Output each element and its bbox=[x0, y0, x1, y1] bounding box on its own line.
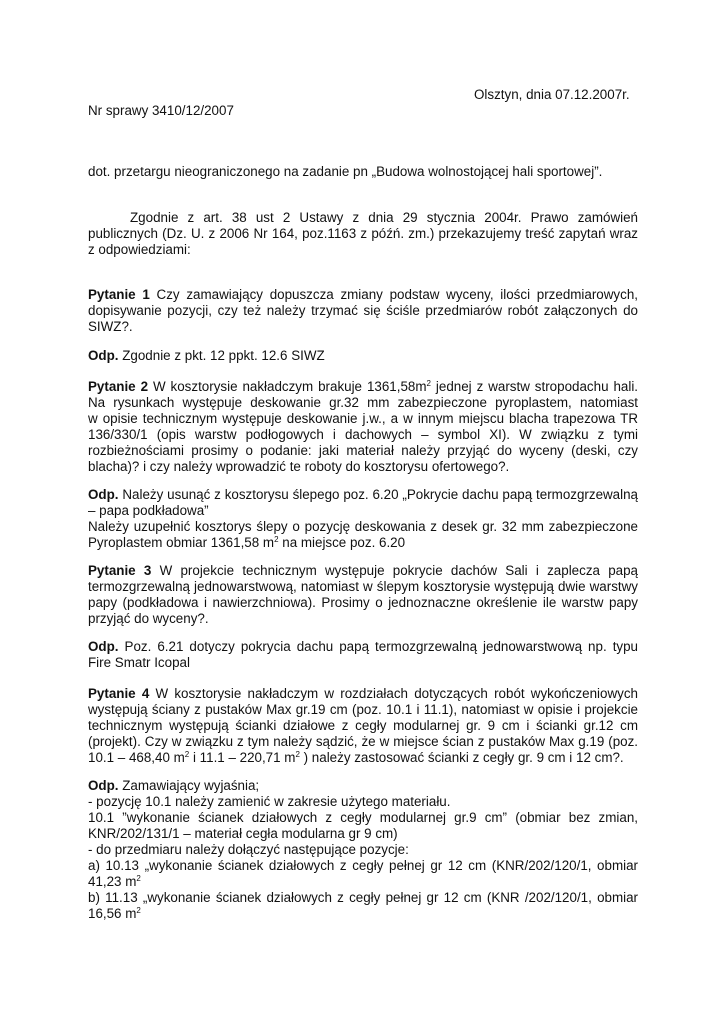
question-text: rozbieżnościami prosimy o podanie: jaki materiał należy przyjąć do wyceny (deski, czy bbox=[88, 443, 638, 458]
question-label: Pytanie 4 bbox=[88, 686, 150, 701]
question-text: dopisywanie pozycji, czy też należy trzymać się ściśle przedmiarów robót załączonych do bbox=[88, 303, 638, 318]
answer-1 bbox=[88, 348, 638, 364]
question-text: technicznym występują ścianki działowe z cegły modularnej gr. 9 cm i ścianki gr.12 cm bbox=[88, 718, 638, 733]
answer-3 bbox=[88, 639, 638, 671]
question-label: Pytanie 2 bbox=[88, 379, 149, 394]
question-text: blacha)? i czy należy wprowadzić te roboty do kosztorysu ofertowego?. bbox=[88, 459, 510, 474]
answer-text: b) 11.13 „wykonanie ścianek działowych z cegły pełnej gr 12 cm (KNR /202/120/1, obmiar bbox=[88, 890, 638, 905]
question-text: (projekt). Czy w związku z tym należy sądzić, że w miejsce ścian z pustaków Max g.19 (poz. bbox=[88, 734, 638, 749]
answer-text: Należy uzupełnić kosztorys ślepy o pozycję deskowania z desek gr. 32 mm zabezpieczone bbox=[88, 519, 638, 534]
case-number: Nr sprawy 3410/12/2007 bbox=[88, 103, 234, 118]
question-text: występują ściany z pustaków Max gr.19 cm (poz. 10.1 i 11.1), natomiast w opisie i projekcie bbox=[88, 702, 638, 717]
answer-label: Odp. bbox=[88, 778, 119, 793]
subject-line: dot. przetargu nieograniczonego na zadanie pn „Budowa wolnostojącej hali sportowej”. bbox=[88, 164, 603, 179]
answer-text: - do przedmiaru należy dołączyć następujące pozycje: bbox=[88, 842, 409, 857]
answer-text: Należy usunąć z kosztorysu ślepego poz. 6.20 „Pokrycie dachu papą termozgrzewalną bbox=[118, 487, 638, 502]
answer-4: Odp. Zamawiający wyjaśnia; - pozycję 10.1 należy zamienić w zakresie użytego materiału. 10.1 ”wykonanie ścianek działowych z cegły modularnej gr.9 cm” (obmiar bez zmian, KNR/202/131/1 – materiał cegła modularna gr 9 cm) - do przedmiaru należy dołączyć następujące pozycje: a) 10.13 „wykonanie ścianek działowych z cegły pełnej gr 12 cm (KNR/202/120/1, obmiar 41,23 $m^2$ b) 11.13 „wykonanie ścianek działowych z cegły pełnej gr 12 cm (KNR /202/120/1, obmiar 16,56 $m^2$ bbox=[88, 778, 638, 921]
question-text: przyjąć do wyceny?. bbox=[88, 611, 209, 626]
intro-line: publicznych (Dz. U. z 2006 Nr 164, poz.1163 z późń. zm.) przekazujemy treść zapytań wraz bbox=[88, 226, 638, 241]
intro-line: z odpowiedziami: bbox=[88, 242, 191, 257]
answer-text: Zgodnie z pkt. 12 ppkt. 12.6 SIWZ bbox=[118, 348, 325, 363]
answer-text: - pozycję 10.1 należy zamienić w zakresie użytego materiału. bbox=[88, 794, 451, 809]
answer-text: – papa podkładowa” bbox=[88, 503, 209, 518]
intro-line: Zgodnie z art. 38 ust 2 Ustawy z dnia 29 stycznia 2004r. Prawo zamówień bbox=[130, 210, 638, 225]
answer-text: Poz. 6.21 dotyczy pokrycia dachu papą termozgrzewalną jednowarstwową np. typu bbox=[118, 639, 638, 654]
answer-text: Zamawiający wyjaśnia; bbox=[118, 778, 260, 793]
intro-paragraph bbox=[88, 210, 638, 258]
question-text: papy (podkładowa i nawierzchniowa). Prosimy o jednoznaczne określenie ile warstw papy bbox=[88, 595, 638, 610]
question-text: Na rysunkach występuje deskowanie gr.32 mm zabezpieczone pyroplastem, natomiast bbox=[88, 395, 638, 410]
question-label: Pytanie 1 bbox=[88, 287, 150, 302]
answer-2: Odp. Należy usunąć z kosztorysu ślepego poz. 6.20 „Pokrycie dachu papą termozgrzewalną – papa podkładowa” Należy uzupełnić kosztorys ślepy o pozycję deskowania z desek gr. 32 mm zabezpieczone Pyroplastem obmiar 1361,58 $m^2$ na miejsce poz. 6.20 bbox=[88, 487, 638, 550]
answer-text: Fire Smatr Icopal bbox=[88, 655, 190, 670]
question-4: Pytanie 4 W kosztorysie nakładczym w rozdziałach dotyczących robót wykończeniowych występują ściany z pustaków Max gr.19 cm (poz. 10.1 i 11.1), natomiast w opisie i projekcie technicznym występują ścianki działowe z cegły modularnej gr. 9 cm i ścianki gr.12 cm (projekt). Czy w związku z tym należy sądzić, że w miejsce ścian z pustaków Max g.19 (poz. 10.1 – 468,40 $m^2$ i 11.1 – 220,71 $m^2$ ) należy zastosować ścianki z cegły gr. 9 cm i 12 cm?. bbox=[88, 686, 638, 765]
question-text: W kosztorysie nakładczym w rozdziałach dotyczących robót wykończeniowych bbox=[149, 686, 638, 701]
answer-text: a) 10.13 „wykonanie ścianek działowych z cegły pełnej gr 12 cm (KNR/202/120/1, obmiar bbox=[88, 858, 638, 873]
answer-text: 10.1 ”wykonanie ścianek działowych z cegły modularnej gr.9 cm” (obmiar bez zmian, bbox=[88, 810, 638, 825]
answer-label: Odp. bbox=[88, 639, 119, 654]
question-text: Czy zamawiający dopuszcza zmiany podstaw wyceny, ilości przedmiarowych, bbox=[149, 287, 638, 302]
question-label: Pytanie 3 bbox=[88, 563, 152, 578]
answer-text: KNR/202/131/1 – materiał cegła modularna gr 9 cm) bbox=[88, 826, 398, 841]
answer-label: Odp. bbox=[88, 487, 119, 502]
question-text: SIWZ?. bbox=[88, 319, 133, 334]
answer-label: Odp. bbox=[88, 348, 119, 363]
place-date: Olsztyn, dnia 07.12.2007r. bbox=[474, 87, 630, 102]
question-text: w opisie technicznym występuje deskowanie j.w., a w innym miejscu blacha trapezowa TR bbox=[88, 411, 638, 426]
question-1 bbox=[88, 287, 638, 335]
question-text: termozgrzewalną jednowarstwową, natomiast w ślepym kosztorysie występują dwie warstwy bbox=[88, 579, 638, 594]
question-text: W projekcie technicznym występuje pokrycie dachów Sali i zaplecza papą bbox=[151, 563, 638, 578]
question-2: Pytanie 2 W kosztorysie nakładczym brakuje $1361,58m^2$ jednej z warstw stropodachu hali. Na rysunkach występuje deskowanie gr.32 mm zabezpieczone pyroplastem, natomiast w opisie technicznym występuje deskowanie j.w., a w innym miejscu blacha trapezowa TR 136/330/1 (opis warstw podłogowych i dachowych – symbol XI). W związku z tymi rozbieżnościami prosimy o podanie: jaki materiał należy przyjąć do wyceny (deski, czy blacha)? i czy należy wprowadzić te roboty do kosztorysu ofertowego?. bbox=[88, 379, 639, 474]
question-text: 136/330/1 (opis warstw podłogowych i dachowych – symbol XI). W związku z tymi bbox=[88, 427, 638, 442]
question-3 bbox=[88, 563, 638, 627]
